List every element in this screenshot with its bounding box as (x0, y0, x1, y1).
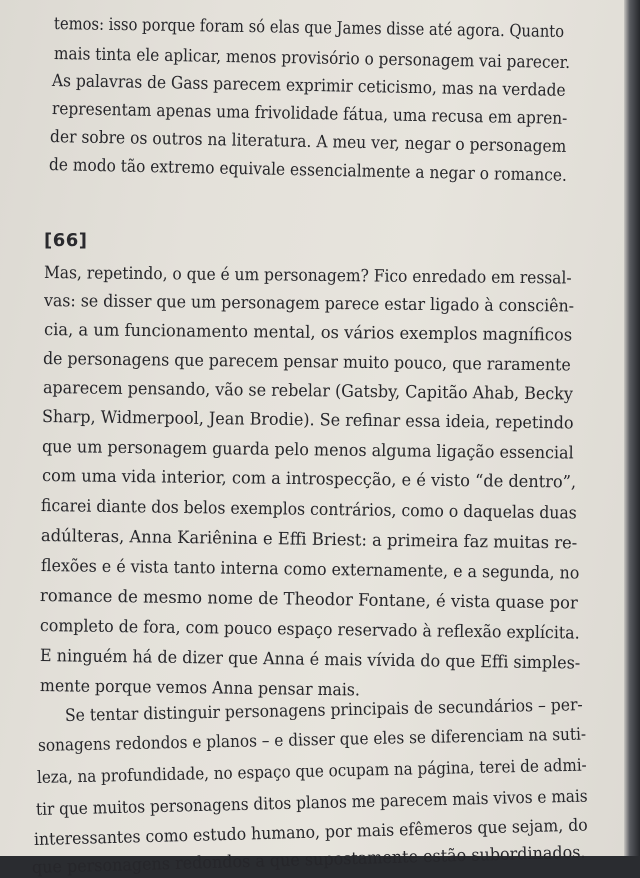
text-line: vas: se disser que um personagem parece estar ligado à consciên- (43, 291, 575, 317)
page-edge (624, 0, 640, 856)
text-line: representam apenas uma frivolidade fátua, uma recusa em apren- (51, 99, 568, 129)
text-line: de personagens que parecem pensar muito pouco, que raramente (42, 349, 571, 376)
section-number: [66] (44, 230, 88, 251)
text-line: com uma vida interior, com a introspecção, e é visto “de dentro”, (41, 466, 577, 493)
text-line: mais tinta ele aplicar, menos provisório o personagem vai parecer. (53, 44, 571, 74)
text-line: Sharp, Widmerpool, Jean Brodie). Se refinar essa ideia, repetindo (41, 407, 574, 434)
text-line: romance de mesmo nome de Theodor Fontane, é vista quase por (39, 586, 578, 614)
text-line: Mas, repetindo, o que é um personagem? Fico enredado em ressal- (43, 263, 572, 289)
text-line: mente porque vemos Anna pensar mais. (39, 676, 361, 701)
text-line: der sobre os outros na literatura. A meu ver, negar o personagem (49, 127, 567, 157)
text-line: que um personagem guarda pelo menos alguma ligação essencial (41, 437, 574, 464)
text-line: adúlteras, Anna Kariênina e Effi Briest: a primeira faz muitas re- (40, 526, 578, 554)
text-line: leza, na profundidade, no espaço que ocupam na página, terei de admi- (36, 755, 587, 788)
text-line: interessantes como estudo humano, por mais efêmeros que sejam, do (33, 815, 588, 850)
text-line: E ninguém há de dizer que Anna é mais vívida do que Effi simples- (39, 646, 581, 674)
text-line: sonagens redondos e planos – e disser que eles se diferenciam na suti- (37, 724, 587, 756)
text-line: Se tentar distinguir personagens principais de secundários – per- (64, 695, 583, 726)
text-line: As palavras de Gass parecem exprimir ceticismo, mas na verdade (51, 71, 566, 101)
text-line: cia, a um funcionamento mental, os vários exemplos magníficos (43, 320, 573, 346)
text-line: que personagens redondos a que supostamente estão subordinados. (31, 842, 586, 878)
text-line: aparecem pensando, vão se rebelar (Gatsby, Capitão Ahab, Becky (42, 378, 573, 405)
text-line: tir que muitos personagens ditos planos me parecem mais vivos e mais (35, 786, 588, 820)
text-line: ficarei diante dos belos exemplos contrários, como o daquelas duas (40, 496, 577, 524)
text-line: temos: isso porque foram só elas que James disse até agora. Quanto (53, 14, 565, 43)
text-line: flexões e é vista tanto interna como externamente, e a segunda, no (40, 556, 580, 584)
text-line: de modo tão extremo equivale essencialmente a negar o romance. (48, 155, 568, 186)
text-line: completo de fora, com pouco espaço reservado à reflexão explícita. (39, 616, 580, 644)
